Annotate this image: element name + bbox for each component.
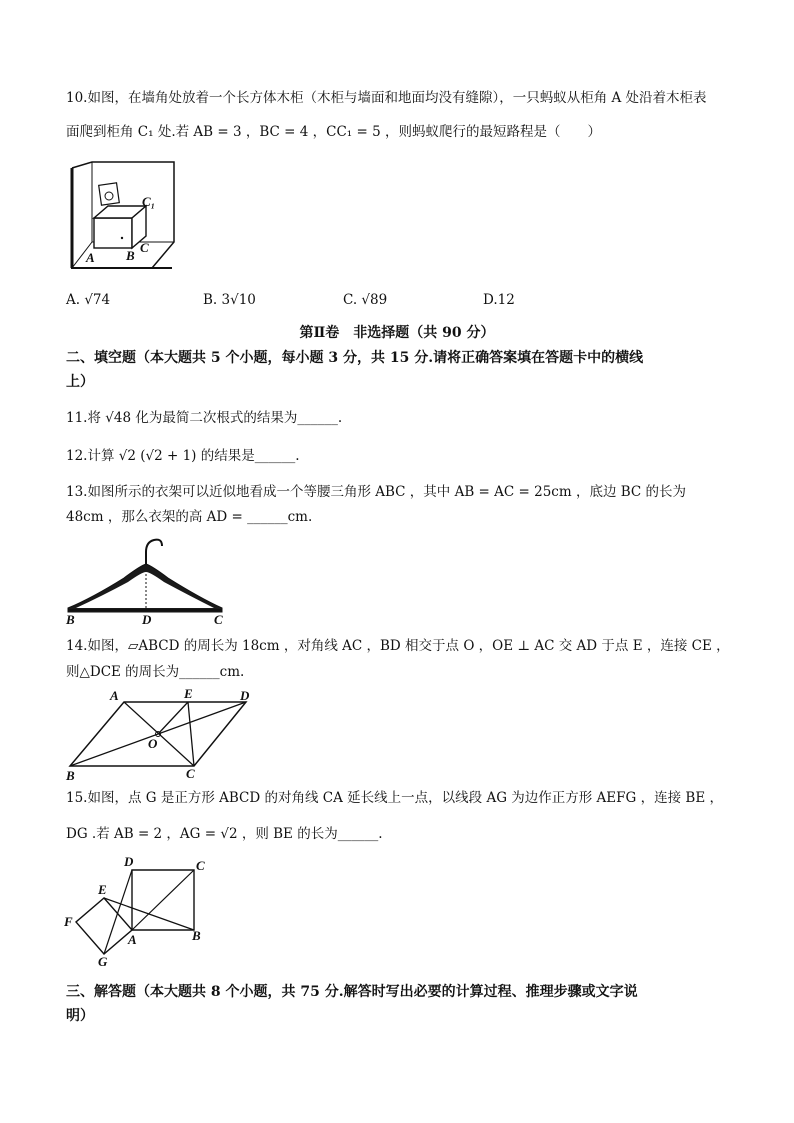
q10-option-c: C. √89 xyxy=(343,292,388,308)
label-c: C xyxy=(196,858,205,873)
q15-line2: DG .若 AB = 2 ，AG = √2 ，则 BE 的长为______. xyxy=(66,826,383,842)
cabinet-figure xyxy=(64,160,184,272)
part2-heading-line2: 上） xyxy=(66,374,94,390)
label-b: B xyxy=(66,612,75,626)
label-b: B xyxy=(192,928,201,943)
part3-heading-line2: 明） xyxy=(66,1008,94,1024)
label-f: F xyxy=(64,914,73,929)
q13-line1: 13.如图所示的衣架可以近似地看成一个等腰三角形 ABC ，其中 AB = AC = 25cm ，底边 BC 的长为 xyxy=(66,484,687,500)
label-e: E xyxy=(184,686,193,701)
q10-option-a: A. √74 xyxy=(66,292,111,308)
q11-text: 11.将 √48 化为最简二次根式的结果为______. xyxy=(66,410,343,426)
label-a: A xyxy=(86,250,95,265)
label-d: D xyxy=(240,688,250,703)
q10-line1: 10.如图，在墙角处放着一个长方体木柜（木柜与墙面和地面均没有缝隙），一只蚂蚁从柜角 A 处沿着木柜表 xyxy=(66,90,707,106)
q10-option-d: D.12 xyxy=(483,292,515,308)
part3-heading-line1: 三、解答题（本大题共 8 个小题，共 75 分.解答时写出必要的计算过程、推理步骤或文字说 xyxy=(66,984,638,1000)
q14-line2: 则△DCE 的周长为______cm. xyxy=(66,664,245,680)
label-b: B xyxy=(126,248,135,263)
label-d: D xyxy=(124,856,134,869)
label-g: G xyxy=(98,954,108,968)
q15-line1: 15.如图，点 G 是正方形 ABCD 的对角线 CA 延长线上一点，以线段 AG 为边作正方形 AEFG ，连接 BE ， xyxy=(66,790,723,806)
label-c: C xyxy=(186,766,195,781)
q10-option-b: B. 3√10 xyxy=(203,292,256,308)
q12-text: 12.计算 √2 (√2 + 1) 的结果是______. xyxy=(66,448,300,464)
label-b: B xyxy=(66,768,75,782)
parallelogram-figure xyxy=(62,686,262,782)
squares-figure xyxy=(62,856,212,968)
label-d: D xyxy=(142,612,152,626)
label-a: A xyxy=(110,688,119,703)
hanger-figure xyxy=(62,530,232,626)
label-o: O xyxy=(148,736,158,751)
label-c: C xyxy=(140,240,149,255)
label-e: E xyxy=(98,882,107,897)
label-c: C xyxy=(214,612,223,626)
part2-title: 第Ⅱ卷 非选择题（共 90 分） xyxy=(299,325,495,341)
label-c1: C₁ xyxy=(142,194,156,209)
q14-line1: 14.如图，▱ABCD 的周长为 18cm ，对角线 AC ，BD 相交于点 O ，OE ⊥ AC 交 AD 于点 E ，连接 CE ， xyxy=(66,638,730,654)
q10-line2: 面爬到柜角 C₁ 处.若 AB = 3 ，BC = 4 ，CC₁ = 5 ，则蚂蚁爬行的最短路程是（ ） xyxy=(66,124,601,140)
label-a: A xyxy=(128,932,137,947)
part2-heading-line1: 二、填空题（本大题共 5 个小题，每小题 3 分，共 15 分.请将正确答案填在答题卡中的横线 xyxy=(66,350,644,366)
q13-line2: 48cm ，那么衣架的高 AD = ______cm. xyxy=(66,509,313,525)
